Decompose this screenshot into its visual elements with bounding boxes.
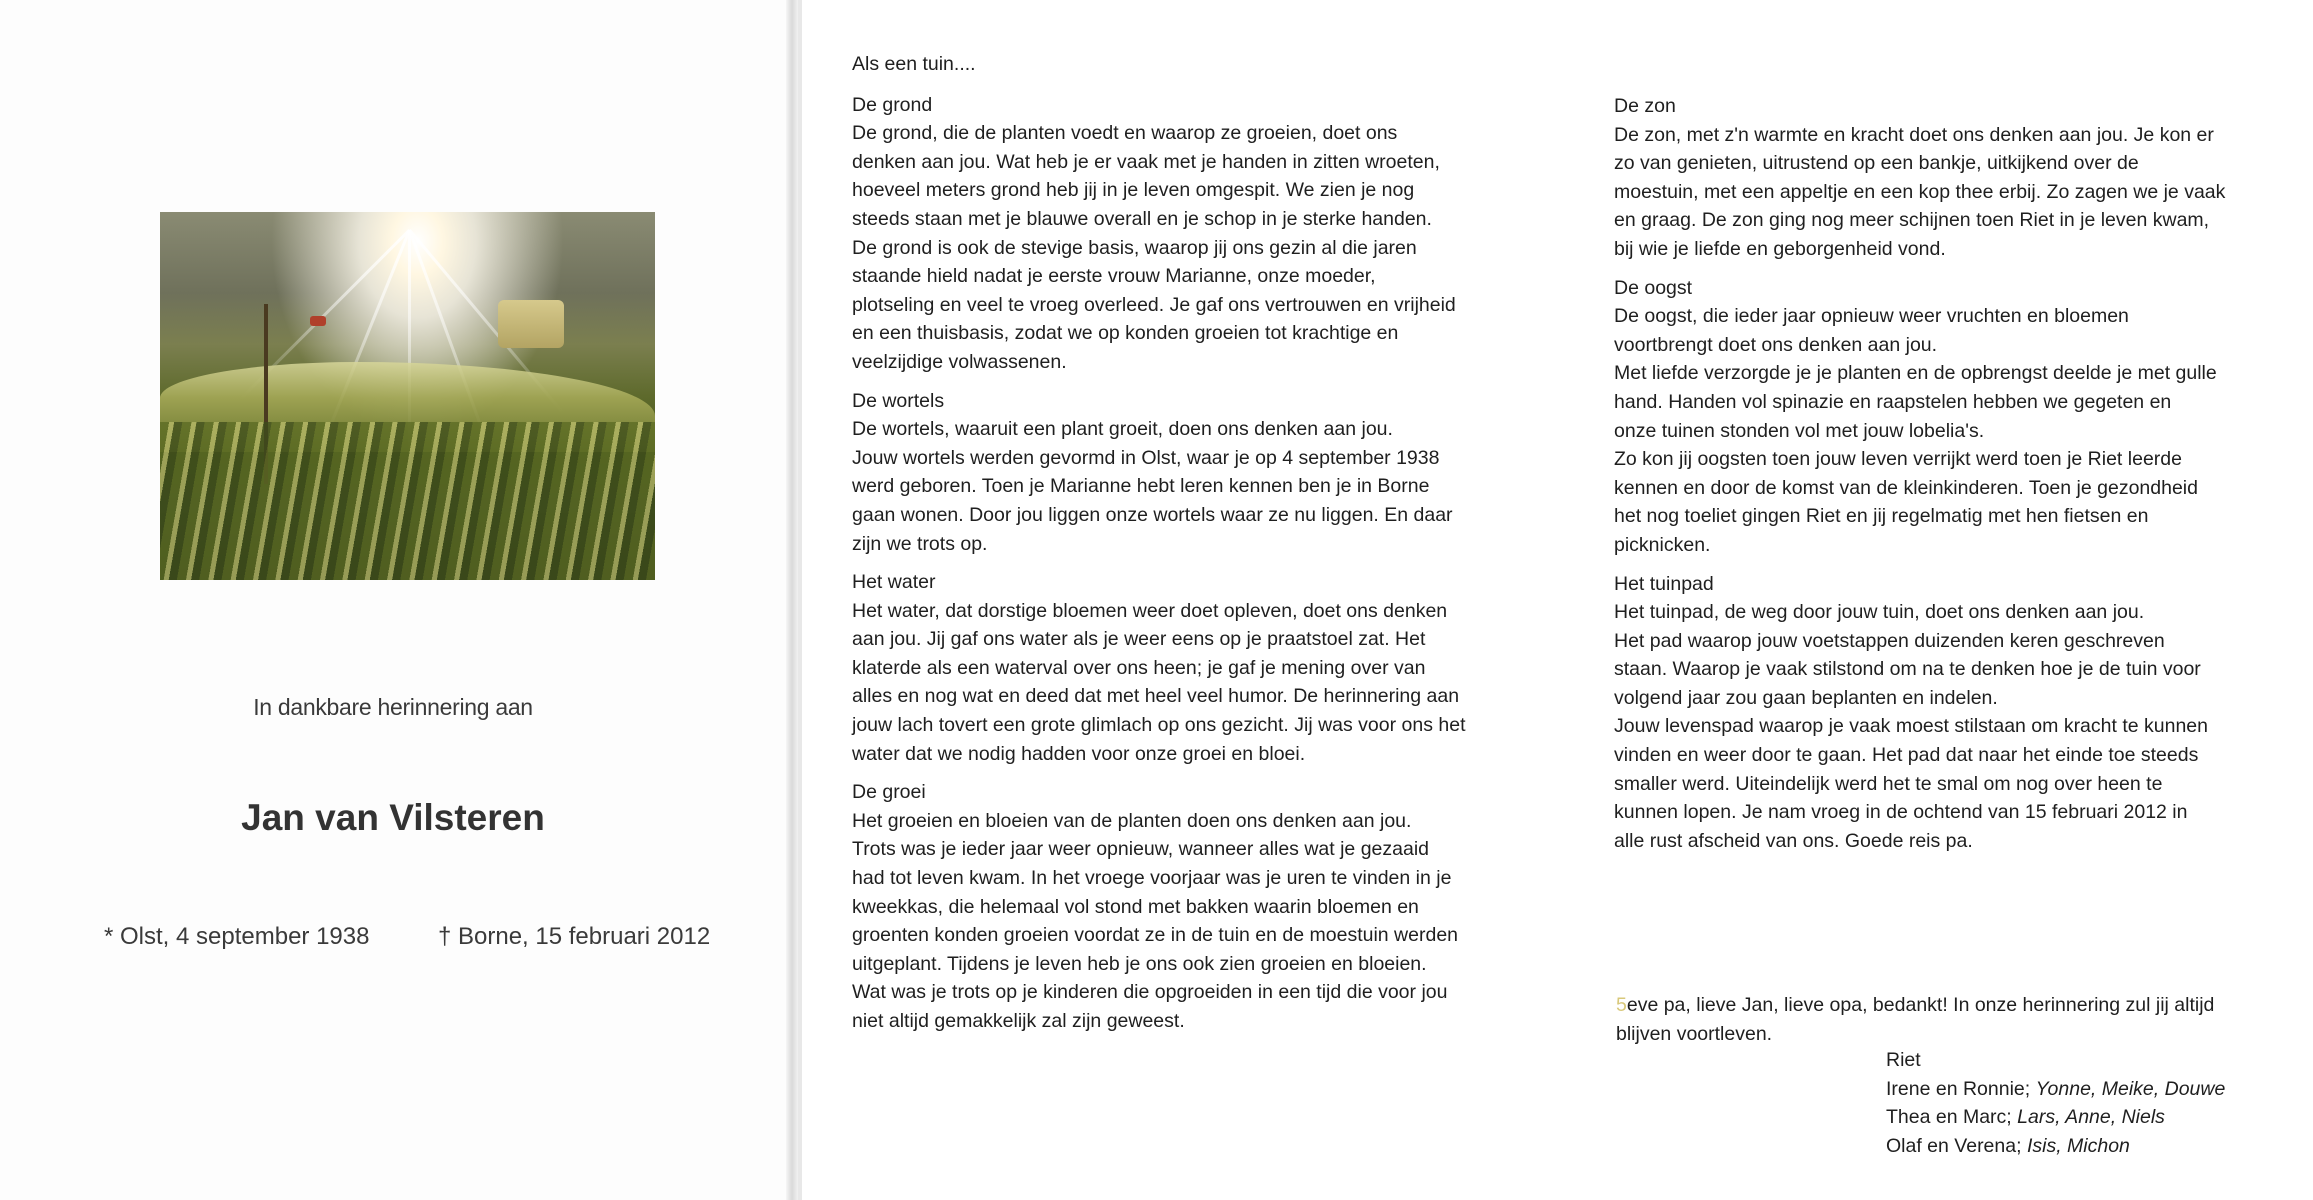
family-member-name: Irene en Ronnie; [1886, 1077, 2036, 1100]
death-info: † Borne, 15 februari 2012 [438, 923, 711, 950]
intro-text: Als een tuin.... [852, 53, 976, 75]
closing-text [1616, 991, 2276, 1048]
section-title: De grond [852, 93, 933, 116]
section-de-zon [1614, 92, 2274, 264]
section-line: Jouw wortels werden gevormd in Olst, waar je op 4 september 1938 [852, 446, 1440, 469]
in-memory-text: In dankbare herinnering aan [253, 694, 533, 720]
section-line: plotseling en veel te vroeg overleed. Je gaf ons vertrouwen en vrijheid [852, 293, 1456, 316]
section-line: jouw lach tovert een grote glimlach op ons gezicht. Jij was voor ons het [852, 714, 1466, 737]
card-fold [786, 0, 798, 1200]
section-line: De grond, die de planten voedt en waarop ze groeien, doet ons [852, 122, 1398, 145]
birth-info: * Olst, 4 september 1938 [104, 923, 370, 950]
section-line: werd geboren. Toen je Marianne hebt leren kennen ben je in Borne [852, 475, 1430, 498]
family-member-children: Isis, Michon [2026, 1134, 2130, 1157]
family-member-name: Thea en Marc; [1886, 1106, 2018, 1129]
family-member-children: Yonne, Meike, Douwe [2035, 1077, 2226, 1100]
section-line: De grond is ook de stevige basis, waarop jij ons gezin al die jaren [852, 236, 1417, 259]
section-line: denken aan jou. Wat heb je er vaak met je handen in zitten wroeten, [852, 150, 1440, 173]
section-line: water dat we nodig hadden voor onze groei en bloei. [852, 742, 1306, 765]
right-text-column [1614, 92, 2274, 865]
section-line: Jouw levenspad waarop je vaak moest stilstaan om kracht te kunnen [1614, 715, 2208, 738]
section-de-groei [852, 778, 1492, 1035]
section-line: vinden en weer door te gaan. Het pad dat naar het einde toe steeds [1614, 744, 2199, 767]
section-line: alles en nog wat en deed dat met heel veel humor. De herinnering aan [852, 685, 1460, 708]
section-line: en graag. De zon ging nog meer schijnen toen Riet in je leven kwam, [1614, 209, 2210, 232]
section-line: Het water, dat dorstige bloemen weer doet opleven, doet ons denken [852, 599, 1448, 622]
section-de-grond [852, 91, 1492, 377]
section-line: klaterde als een waterval over ons heen; je gaf je mening over van [852, 656, 1426, 679]
section-line: groenten konden groeien voordat ze in de tuin en de moestuin werden [852, 924, 1459, 947]
section-de-oogst [1614, 274, 2274, 560]
section-line: aan jou. Jij gaf ons water als je weer eens op je praatstoel zat. Het [852, 628, 1426, 651]
section-de-wortels [852, 387, 1492, 559]
section-line: steeds staan met je blauwe overall en je schop in je sterke handen. [852, 207, 1432, 230]
family-list [1886, 1046, 2286, 1160]
section-line: smaller werd. Uiteindelijk werd het te smal om nog over heen te [1614, 772, 2163, 795]
garden-photo [160, 212, 655, 580]
section-line: Het groeien en bloeien van de planten doen ons denken aan jou. [852, 809, 1412, 832]
section-line: Trots was je ieder jaar weer opnieuw, wanneer alles wat je gezaaid [852, 838, 1430, 861]
section-line: picknicken. [1614, 533, 1711, 556]
section-line: gaan wonen. Door jou liggen onze wortels waar ze nu liggen. En daar [852, 503, 1453, 526]
family-member-name: Olaf en Verena; [1886, 1134, 2027, 1157]
section-title: De groei [852, 781, 926, 804]
family-member-name: Riet [1886, 1049, 1921, 1071]
left-sections [852, 91, 1492, 1036]
section-line: en een thuisbasis, zodat we op konden groeien tot krachtige en [852, 322, 1399, 345]
family-member [1886, 1103, 2286, 1132]
section-line: Het pad waarop jouw voetstappen duizenden keren geschreven [1614, 629, 2165, 652]
section-line: onze tuinen stonden vol met jouw lobelia's. [1614, 419, 1985, 442]
section-line: kennen en door de komst van de kleinkinderen. Toen je gezondheid [1614, 476, 2198, 499]
section-title: De zon [1614, 95, 1676, 117]
section-line: hand. Handen vol spinazie en raapstelen hebben we gegeten en [1614, 390, 2172, 413]
section-line: Met liefde verzorgde je je planten en de opbrengst deelde je met gulle [1614, 362, 2217, 385]
section-title: De wortels [852, 389, 945, 412]
section-line: Zo kon jij oogsten toen jouw leven verrijkt werd toen je Riet leerde [1614, 448, 2182, 471]
section-line: hoeveel meters grond heb jij in je leven omgespit. We zien je nog [852, 179, 1415, 202]
right-sections [1614, 92, 2274, 855]
section-title: Het water [852, 571, 936, 594]
family-member-children: Lars, Anne, Niels [2017, 1106, 2165, 1129]
family-member [1886, 1075, 2286, 1104]
section-line: zijn we trots op. [852, 532, 988, 555]
section-line: moestuin, met een appeltje en een kop thee erbij. Zo zagen we je vaak [1614, 180, 2226, 203]
section-line: kweekkas, die helemaal vol stond met bakken waarin bloemen en [852, 895, 1419, 918]
section-line: had tot leven kwam. In het vroege voorjaar was je uren te vinden in je [852, 867, 1452, 890]
section-line: Wat was je trots op je kinderen die opgroeiden in een tijd die voor jou [852, 981, 1448, 1004]
deceased-name: Jan van Vilsteren [241, 797, 545, 838]
section-line: zo van genieten, uitrustend op een bankje, uitkijkend over de [1614, 152, 2139, 175]
closing-line-1: eve pa, lieve Jan, lieve opa, bedankt! In onze herinnering zul jij altijd [1626, 994, 2215, 1016]
closing-initial: 5 [1616, 994, 1627, 1016]
section-line: De oogst, die ieder jaar opnieuw weer vruchten en bloemen [1614, 305, 2129, 328]
closing-line-2: blijven voortleven. [1616, 1022, 1773, 1045]
section-line: staande hield nadat je eerste vrouw Marianne, onze moeder, [852, 265, 1376, 288]
card-front-panel [0, 0, 786, 1200]
section-line: voortbrengt doet ons denken aan jou. [1614, 333, 1938, 356]
section-line: Het tuinpad, de weg door jouw tuin, doet ons denken aan jou. [1614, 601, 2145, 624]
section-line: kunnen lopen. Je nam vroeg in de ochtend van 15 februari 2012 in [1614, 801, 2188, 824]
section-line: veelzijdige volwassenen. [852, 350, 1067, 373]
section-line: niet altijd gemakkelijk zal zijn geweest. [852, 1010, 1185, 1032]
section-line: het nog toeliet gingen Riet en jij regelmatig met hen fietsen en [1614, 505, 2149, 528]
section-line: De wortels, waaruit een plant groeit, doen ons denken aan jou. [852, 418, 1393, 441]
section-line: De zon, met z'n warmte en kracht doet ons denken aan jou. Je kon er [1614, 123, 2214, 146]
section-line: uitgeplant. Tijdens je leven heb je ons ook zien groeien en bloeien. [852, 952, 1427, 975]
section-line: bij wie je liefde en geborgenheid vond. [1614, 237, 1946, 260]
section-het-tuinpad [1614, 570, 2274, 856]
section-title: Het tuinpad [1614, 572, 1714, 595]
section-line: staan. Waarop je vaak stilstond om na te denken hoe je de tuin voor [1614, 658, 2201, 681]
section-het-water [852, 568, 1492, 768]
family-member [1886, 1046, 2286, 1075]
section-title: De oogst [1614, 276, 1693, 299]
family-member [1886, 1132, 2286, 1161]
left-text-column [852, 50, 1492, 1046]
section-line: volgend jaar zou gaan beplanten en indelen. [1614, 686, 1998, 709]
section-line: alle rust afscheid van ons. Goede reis pa. [1614, 829, 1973, 852]
